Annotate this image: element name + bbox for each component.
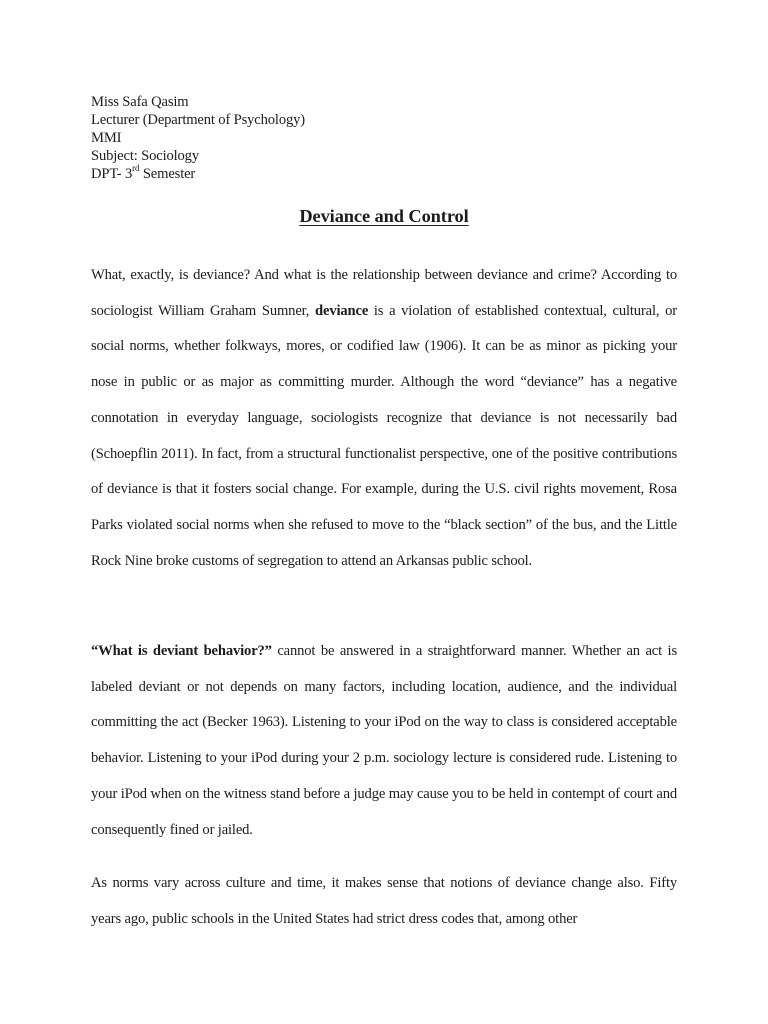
paragraph-2-text: cannot be answered in a straightforward manner. Whether an act is labeled deviant or not depends on many factors, including location, audience, and the individual committing the act (Becker 1963). Listening to your iPod on the way to class is considered acceptable behavior. Listening to your iPod during your 2 p.m. sociology lecture is considered rude. Listening to your iPod when on the witness stand before a judge may cause you to be held in contempt of court and consequently fined or jailed. xyxy=(91,643,677,838)
author-name: Miss Safa Qasim xyxy=(91,94,189,110)
paragraph-2 xyxy=(91,634,677,848)
paragraph-1-text-b: is a violation of established contextual, cultural, or social norms, whether folkways, mores, or codified law (1906). It can be as minor as picking your nose in public or as major as committing murder. Although the word “deviance” has a negative connotation in everyday language, sociologists recognize that deviance is not necessarily bad (Schoepflin 2011). In fact, from a structural functionalist perspective, one of the positive contributions of deviance is that it fosters social change. For example, during the U.S. civil rights movement, Rosa Parks violated social norms when she refused to move to the “black section” of the bus, and the Little Rock Nine broke customs of segregation to attend an Arkansas public school. xyxy=(91,302,677,569)
document-title: Deviance and Control xyxy=(299,206,469,226)
author-role: Lecturer (Department of Psychology) xyxy=(91,112,305,128)
semester-ordinal: rd xyxy=(132,163,140,174)
subject-line: Subject: Sociology xyxy=(91,148,199,164)
institution: MMI xyxy=(91,130,122,146)
paragraph-1 xyxy=(91,258,677,579)
paragraph-3 xyxy=(91,866,677,937)
semester-suffix: Semester xyxy=(139,166,196,182)
deviance-term: deviance xyxy=(315,302,369,319)
semester-prefix: DPT- 3 xyxy=(91,166,133,182)
paragraph-3-text: As norms vary across culture and time, it makes sense that notions of deviance change also. Fifty years ago, public schools in the United States had strict dress codes that, among other xyxy=(91,875,677,927)
semester-line xyxy=(91,165,677,183)
author-header xyxy=(91,93,677,183)
paragraph-1-text-a: What, exactly, is deviance? And what is the relationship between deviance and crime? According to sociologist William Graham Sumner, xyxy=(91,267,677,319)
deviant-behavior-question: “What is deviant behavior?” xyxy=(91,643,272,659)
document-page xyxy=(91,0,677,1024)
